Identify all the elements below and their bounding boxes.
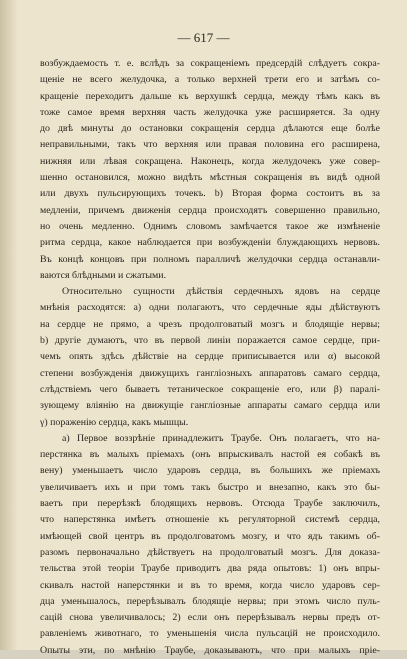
text-line: кращенiе переходитъ дальше къ верхушкѣ сердца, между тѣмъ какъ въ: [40, 90, 380, 102]
text-line: перстянка въ малыхъ прiемахъ (онъ впрыскивалъ настой ея собакѣ въ: [40, 449, 380, 461]
text-line: дца уменьшалось, перерѣзывалъ блодящiе нервы; при этомъ число пуль-: [40, 595, 380, 607]
text-line: b) другiе думаютъ, что въ первой линiи поражается самое сердце, при-: [40, 335, 380, 347]
text-line: Относительно сущности дѣйствiя сердечныхъ ядовъ на сердце: [62, 286, 380, 298]
text-line: равленiемъ животнаго, то уменьшенiя числа пульсацiй не происходило.: [40, 628, 380, 640]
text-line: но очень медленно. Однимъ словомъ замѣчается такое же измѣненiе: [40, 220, 380, 232]
text-line: возбуждаемость т. е. вслѣдъ за сокращенiемъ предсердiй слѣдуетъ сокра-: [40, 58, 380, 69]
text-line: тоже самое время верхняя часть желудочка уже расширяется. За одну: [40, 106, 380, 118]
text-line: γ) пораженiю сердца, какъ мышцы.: [40, 416, 189, 428]
text-line: что наперстянка имѣетъ отношенiе къ регуляторной системѣ сердца,: [40, 514, 380, 526]
text-line: Въ концѣ концовъ при полномъ паралличѣ желудочки сердца останавли-: [40, 253, 380, 265]
text-line: чемъ опять здѣсь дѣйствiе на сердце приписывается или α) высокой: [40, 351, 380, 363]
page-number: — 617 —: [177, 30, 230, 45]
text-line: увеличиваетъ ихъ и при томъ такъ быстро и внезапно, какъ это бы-: [40, 481, 380, 493]
text-line: разомъ первоначально дѣйствуетъ на продолговатый мозгъ. Для доказа-: [40, 546, 380, 558]
text-line: сацiй снова увеличивалось; 2) если онъ перерѣзывалъ нервы предъ от-: [40, 612, 380, 624]
text-line: слѣдствiемъ чего бываетъ тетаническое сокращенiе его, или β) паралі-: [40, 383, 380, 395]
text-line: нижняя или лѣвая сокращена. Наконецъ, когда желудочекъ уже совер-: [40, 155, 380, 167]
text-line: Опыты эти, по мнѣнiю Траубе, доказываютъ, что при малыхъ прiе-: [40, 644, 380, 656]
text-line: зующему влiянiю на движущiе ганглiозные аппараты самаго сердца или: [40, 400, 380, 412]
text-line: до двѣ минуты до остановки сокращенiя сердца дѣлаются еще болѣе: [40, 123, 380, 135]
text-line: ваются блѣдными и сжатыми.: [40, 269, 167, 281]
text-line: медленiи, причемъ движенiя сердца происходятъ совершенно правильно,: [40, 204, 380, 216]
text-line: шенно остановился, можно видѣть мѣстныя сокращенiя въ видѣ одной: [40, 172, 380, 184]
text-line: щенiе не всего желудочка, а только верхней трети его и затѣмъ со-: [40, 74, 380, 86]
text-line: мнѣнiя расходятся: а) одни полагаютъ, что сердечные яды дѣйствуютъ: [40, 302, 380, 314]
text-line: имѣющей свой центръ въ продолговатомъ мозгу, и что ядъ такимъ об-: [40, 530, 380, 542]
text-line: тельства этой теорiи Траубе приводитъ два ряда опытовъ: 1) онъ впры-: [40, 563, 380, 575]
text-line: на сердце не прямо, а чрезъ продолговатый мозгъ и блодящiе нервы;: [40, 318, 380, 330]
text-line: неправильными, такъ что верхняя или правая половина его расширена,: [40, 139, 380, 151]
text-line: скивалъ настой наперстянки и въ то время, когда число ударовъ сер-: [40, 579, 380, 591]
text-line: вену) уменьшаетъ число ударовъ сердца, въ большихъ же прiемахъ: [40, 465, 380, 477]
text-line: ритма сердца, какое наблюдается при возбужденiи блуждающихъ нервовъ.: [40, 237, 380, 249]
text-line: а) Первое воззрѣнiе принадлежитъ Траубе. Онъ полагаетъ, что на-: [62, 432, 380, 444]
text-line: ваетъ при перерѣзкѣ блодящихъ нервовъ. Отсюда Траубе заключилъ,: [40, 498, 380, 510]
text-line: или двухъ пульсирующихъ точекъ. b) Вторая форма состоитъ въ за: [40, 188, 380, 200]
body-text: [40, 56, 380, 659]
text-line: степени возбужденiя движущихъ ганглiозныхъ аппаратовъ самаго сердца,: [40, 367, 380, 379]
